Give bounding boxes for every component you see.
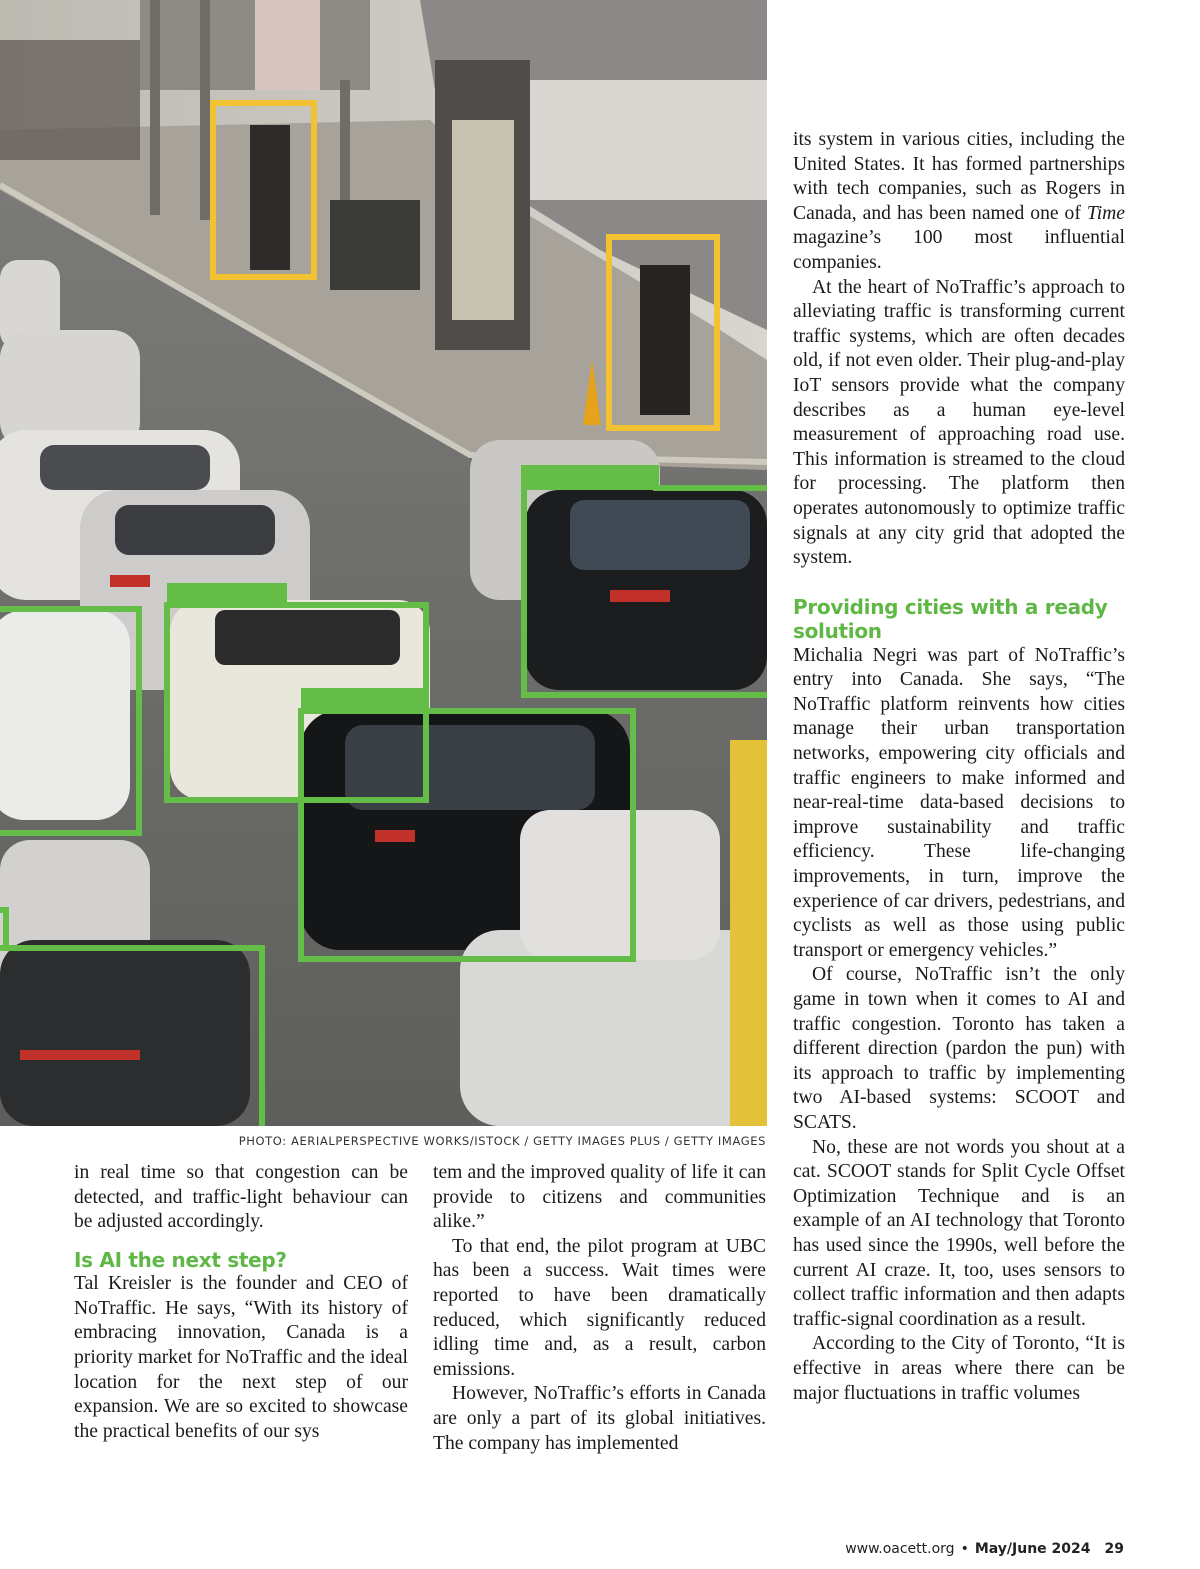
photo-credit: PHOTO: AERIALPERSPECTIVE WORKS/ISTOCK / GETTY IMAGES PLUS / GETTY IMAGES	[238, 1134, 766, 1148]
paragraph: According to the City of Toronto, “It is effective in areas where there can be major fluctuations in traffic volumes	[793, 1333, 1125, 1404]
article-column-3	[793, 128, 1125, 1406]
kiosk-panel	[452, 120, 514, 320]
section-heading: Providing cities with a ready solution	[793, 594, 1108, 644]
section-heading: Is AI the next step?	[74, 1247, 287, 1272]
paragraph: in real time so that congestion can be detected, and traffic-light behaviour can be adjusted accordingly.	[74, 1162, 408, 1233]
footer-url[interactable]: www.oacett.org	[845, 1541, 955, 1557]
paragraph: Of course, NoTraffic isn’t the only game in town when it comes to AI and traffic congestion. Toronto has taken a different direction (pardon the pun) with its approach to traffic by implementing two AI-based systems: SCOOT and SCATS.	[793, 964, 1125, 1133]
paragraph: Michalia Negri was part of NoTraffic’s entry into Canada. She says, “The NoTraffic platform reinvents how cities manage their urban transportation networks, empowering city officials and traffic engineers to make informed and near-real-time data-based decisions to improve sustainability and traffic efficiency. These life-changing improvements, in turn, improve the experience of car drivers, pedestrians, and cyclists as well as those using public transport or emergency vehicles.”	[793, 644, 1125, 961]
paragraph: No, these are not words you shout at a cat. SCOOT stands for Split Cycle Offset Optimization Technique and is an example of an AI technology that Toronto has used since the 1990s, well before the current AI craze. It, too, uses sensors to collect traffic information and then adapts traffic-signal coordination as a result.	[793, 1136, 1125, 1330]
paragraph: At the heart of NoTraffic’s approach to alleviating traffic is transforming current traffic systems, which are often decades old, if not even older. Their plug-and-play IoT sensors provide what the company describes as a human eye-level measurement of approaching road use. This information is streamed to the cloud for processing. The platform then operates autonomously to optimize traffic signals at any city grid that adopted the system.	[793, 276, 1125, 569]
vehicle-detection-box-tab	[167, 583, 287, 607]
traffic-illustration	[0, 0, 767, 1126]
traffic-photo	[0, 0, 767, 1126]
car-window	[115, 505, 275, 555]
vehicle-detection-box-tab	[524, 468, 654, 490]
car-taillight	[20, 1050, 140, 1060]
car-taillight	[110, 575, 150, 587]
page-number: 29	[1104, 1541, 1124, 1557]
car	[0, 610, 130, 820]
bike-cluster	[0, 40, 140, 160]
car-taillight	[375, 830, 415, 842]
shelter-sign	[255, 0, 320, 90]
footer-issue: May/June 2024	[974, 1541, 1091, 1557]
car-window	[40, 445, 210, 490]
publication-name: Time	[1086, 202, 1125, 224]
article-column-1	[74, 1161, 408, 1444]
car-window	[570, 500, 750, 570]
car-taillight	[610, 590, 670, 602]
car	[0, 940, 250, 1126]
text-run: magazine’s 100 most influential companies.	[793, 227, 1125, 273]
paragraph: However, NoTraffic’s efforts in Canada are only a part of its global initiatives. The company has implemented	[433, 1383, 766, 1454]
shelter-pole	[150, 0, 160, 215]
paragraph: To that end, the pilot program at UBC has been a success. Wait times were reported to have been dramatically reduced, which significantly reduced idling time and, as a result, carbon emissions.	[433, 1235, 766, 1380]
bus	[730, 740, 767, 1126]
car	[520, 810, 720, 960]
text-run: its system in various cities, including the United States. It has formed partnerships with tech companies, such as Rogers in Canada, and has been named one of	[793, 129, 1125, 224]
pedestrian	[250, 125, 290, 270]
paragraph: Tal Kreisler is the founder and CEO of NoTraffic. He says, “With its history of embracing innovation, Canada is a priority market for NoTraffic and the ideal location for the next step of our expansion. We are so excited to showcase the practical benefits of our sys	[74, 1273, 408, 1442]
fence	[530, 80, 767, 200]
footer-separator: •	[960, 1541, 969, 1557]
pedestrian	[640, 265, 690, 415]
scooter	[330, 200, 420, 290]
shelter-pole	[200, 0, 210, 220]
article-column-2	[433, 1161, 766, 1456]
paragraph	[793, 128, 1125, 276]
car-roof	[215, 610, 400, 665]
vehicle-detection-box-tab	[301, 688, 429, 714]
page-footer	[845, 1541, 1124, 1557]
paragraph: tem and the improved quality of life it can provide to citizens and communities alike.”	[433, 1162, 766, 1233]
